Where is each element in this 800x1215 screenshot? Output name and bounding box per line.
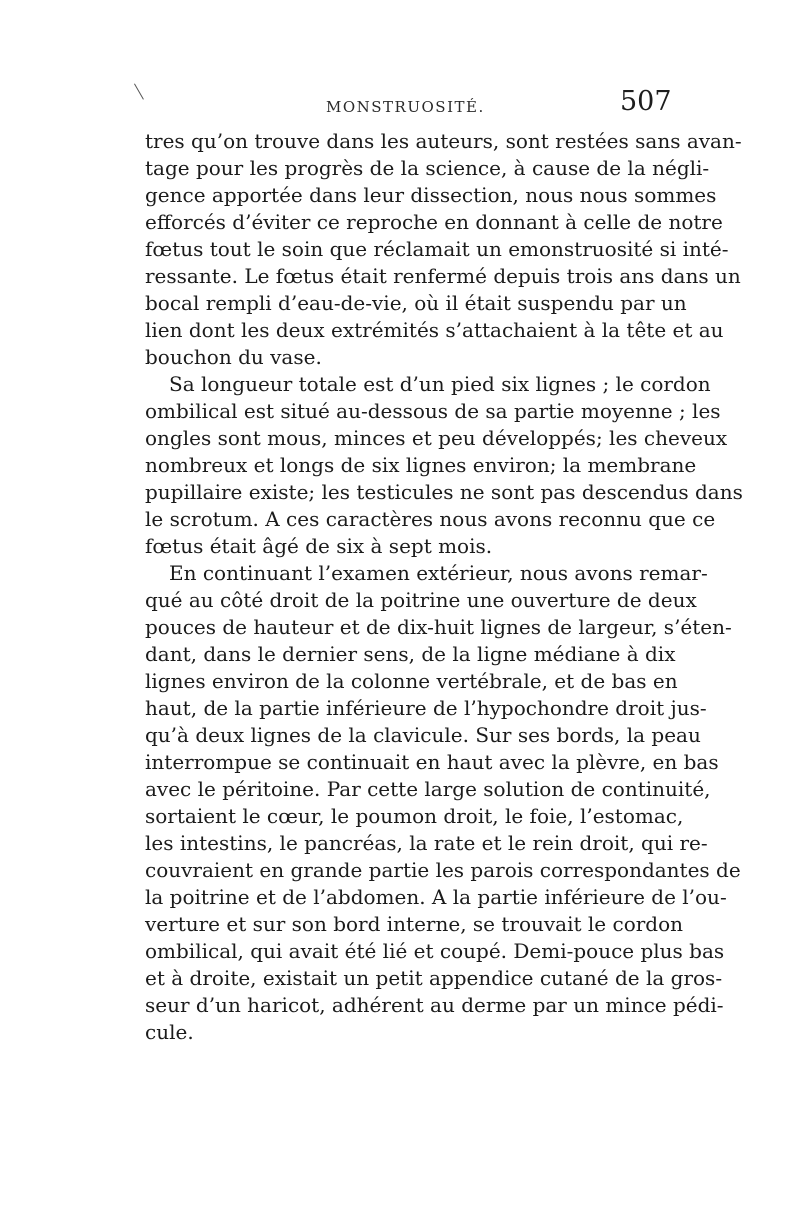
text-line: ombilical est situé au-dessous de sa partie moyenne ; les	[145, 399, 721, 423]
text-line: interrompue se continuait en haut avec la plèvre, en bas	[145, 750, 719, 774]
paragraph-end-line: cule.	[145, 1020, 194, 1044]
text-line: fœtus tout le soin que réclamait un emonstruosité si inté-	[145, 237, 729, 261]
text-line: lien dont les deux extrémités s’attachaient à la tête et au	[145, 318, 724, 342]
text-line: la poitrine et de l’abdomen. A la partie inférieure de l’ou-	[145, 885, 727, 909]
text-line: tage pour les progrès de la science, à cause de la négli-	[145, 156, 710, 180]
text-line: qu’à deux lignes de la clavicule. Sur ses bords, la peau	[145, 723, 701, 747]
body-text	[145, 128, 743, 1046]
paragraph-start-line: Sa longueur totale est d’un pied six lignes ; le cordon	[169, 372, 711, 396]
text-line: le scrotum. A ces caractères nous avons reconnu que ce	[145, 507, 716, 531]
text-line: pouces de hauteur et de dix-huit lignes de largeur, s’éten-	[145, 615, 732, 639]
text-line: dant, dans le dernier sens, de la ligne médiane à dix	[145, 642, 676, 666]
paragraph-end-line: bouchon du vase.	[145, 345, 322, 369]
page-number: 507	[620, 86, 672, 117]
text-line: tres qu’on trouve dans les auteurs, sont restées sans avan-	[145, 129, 742, 153]
text-line: gence apportée dans leur dissection, nous nous sommes	[145, 183, 717, 207]
text-line: bocal rempli d’eau-de-vie, où il était suspendu par un	[145, 291, 687, 315]
text-line: ombilical, qui avait été lié et coupé. Demi-pouce plus bas	[145, 939, 725, 963]
text-line: verture et sur son bord interne, se trouvait le cordon	[145, 912, 684, 936]
text-line: ongles sont mous, minces et peu développés; les cheveux	[145, 426, 728, 450]
text-line: nombreux et longs de six lignes environ; la membrane	[145, 453, 697, 477]
text-line: les intestins, le pancréas, la rate et le rein droit, qui re-	[145, 831, 708, 855]
text-line: pupillaire existe; les testicules ne sont pas descendus dans	[145, 480, 743, 504]
text-line: qué au côté droit de la poitrine une ouverture de deux	[145, 588, 697, 612]
running-title: MONSTRUOSITÉ.	[326, 98, 485, 116]
text-line: ressante. Le fœtus était renfermé depuis trois ans dans un	[145, 264, 741, 288]
margin-mark	[134, 79, 153, 100]
text-line: couvraient en grande partie les parois correspondantes de	[145, 858, 741, 882]
text-line: et à droite, existait un petit appendice cutané de la gros-	[145, 966, 723, 990]
text-line: avec le péritoine. Par cette large solution de continuité,	[145, 777, 711, 801]
text-line: seur d’un haricot, adhérent au derme par un mince pédi-	[145, 993, 724, 1017]
text-line: sortaient le cœur, le poumon droit, le foie, l’estomac,	[145, 804, 684, 828]
paragraph-end-line: fœtus était âgé de six à sept mois.	[145, 534, 493, 558]
paragraph-start-line: En continuant l’examen extérieur, nous avons remar-	[169, 561, 708, 585]
text-line: haut, de la partie inférieure de l’hypochondre droit jus-	[145, 696, 707, 720]
text-line: lignes environ de la colonne vertébrale, et de bas en	[145, 669, 678, 693]
text-line: efforcés d’éviter ce reproche en donnant à celle de notre	[145, 210, 723, 234]
